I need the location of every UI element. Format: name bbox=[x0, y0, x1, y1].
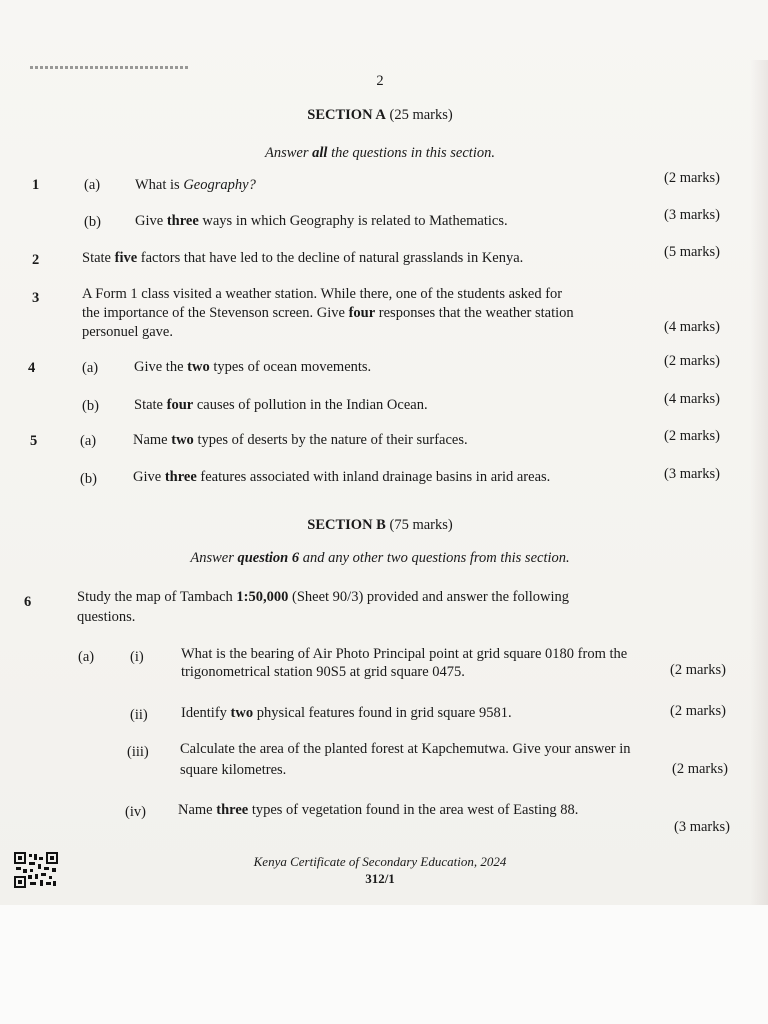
question-emphasis: three bbox=[166, 213, 199, 229]
question-text: physical features found in grid square 9581. bbox=[253, 705, 512, 721]
question-text: types of ocean movements. bbox=[209, 359, 372, 375]
question-emphasis: five bbox=[114, 250, 138, 266]
instruction-text: Answer bbox=[265, 145, 313, 161]
section-b-instruction bbox=[130, 549, 630, 567]
section-b-title: SECTION B bbox=[307, 517, 386, 533]
instruction-emphasis: question 6 bbox=[237, 550, 300, 566]
q6-i-marks: (2 marks) bbox=[670, 662, 726, 678]
question-text: Name bbox=[133, 432, 172, 448]
question-text: State bbox=[82, 250, 115, 266]
q5-part-b-label: (b) bbox=[80, 471, 97, 487]
page-number: 2 bbox=[376, 73, 384, 89]
q6-ii-marks: (2 marks) bbox=[670, 703, 726, 719]
question-text: types of vegetation found in the area west of Easting 88. bbox=[248, 802, 579, 818]
question-text: Give bbox=[135, 213, 167, 229]
question-text: features associated with inland drainage basins in arid areas. bbox=[196, 469, 551, 485]
instruction-text: and any other two questions from this section. bbox=[299, 550, 570, 566]
question-emphasis: two bbox=[171, 432, 194, 448]
q6-iii-marks: (2 marks) bbox=[672, 761, 728, 777]
footer-paper-code: 312/1 bbox=[365, 871, 395, 886]
q5-part-a-label: (a) bbox=[80, 433, 97, 449]
q1-part-a-text bbox=[135, 176, 256, 194]
q2-text bbox=[82, 249, 523, 267]
section-a-marks: (25 marks) bbox=[389, 107, 453, 123]
question-number-5: 5 bbox=[30, 433, 38, 449]
q4-part-b-label: (b) bbox=[82, 398, 99, 414]
question-emphasis: 1:50,000 bbox=[236, 589, 289, 605]
question-number-1: 1 bbox=[32, 177, 40, 193]
q6-i-line-1: What is the bearing of Air Photo Principal point at grid square 0180 from the bbox=[181, 646, 628, 662]
question-text: causes of pollution in the Indian Ocean. bbox=[193, 397, 428, 413]
qr-code-icon bbox=[14, 852, 58, 888]
q6-iv-text bbox=[178, 801, 578, 819]
q4-part-b-text bbox=[134, 396, 428, 414]
section-b-marks: (75 marks) bbox=[389, 517, 453, 533]
q6-intro-line-2: questions. bbox=[77, 609, 136, 625]
question-text: Identify bbox=[181, 705, 231, 721]
section-b-heading bbox=[220, 516, 540, 534]
scan-edge-shadow bbox=[750, 60, 768, 960]
question-text: (Sheet 90/3) provided and answer the following bbox=[288, 589, 570, 605]
q1a-marks: (2 marks) bbox=[664, 170, 720, 186]
question-emphasis: two bbox=[187, 359, 210, 375]
question-text: the importance of the Stevenson screen. Give bbox=[82, 305, 349, 321]
q6-iv-marks: (3 marks) bbox=[674, 819, 730, 835]
section-a-title: SECTION A bbox=[307, 107, 386, 123]
q6-iv-label: (iv) bbox=[125, 804, 146, 820]
q5-part-b-text bbox=[133, 468, 550, 486]
question-text: Study the map of Tambach bbox=[77, 589, 237, 605]
question-emphasis: three bbox=[216, 802, 249, 818]
question-text: What is bbox=[135, 177, 184, 193]
q2-marks: (5 marks) bbox=[664, 244, 720, 260]
question-text: types of deserts by the nature of their surfaces. bbox=[193, 432, 468, 448]
section-a-heading bbox=[220, 106, 540, 124]
q5-part-a-text bbox=[133, 431, 468, 449]
question-text: Give the bbox=[134, 359, 188, 375]
footer-exam-title: Kenya Certificate of Secondary Education, 2024 bbox=[253, 854, 507, 869]
instruction-text: the questions in this section. bbox=[327, 145, 495, 161]
question-text: Name bbox=[178, 802, 217, 818]
q4b-marks: (4 marks) bbox=[664, 391, 720, 407]
q4-part-a-label: (a) bbox=[82, 360, 99, 376]
q6-ii-label: (ii) bbox=[130, 707, 148, 723]
question-emphasis: four bbox=[166, 397, 194, 413]
q5b-marks: (3 marks) bbox=[664, 466, 720, 482]
question-text: State bbox=[134, 397, 167, 413]
instruction-text: Answer bbox=[190, 550, 238, 566]
section-a-instruction bbox=[180, 144, 580, 162]
question-number-6: 6 bbox=[24, 594, 32, 610]
q1-part-b-label: (b) bbox=[84, 214, 101, 230]
q3-line-1: A Form 1 class visited a weather station. While there, one of the students asked for bbox=[82, 286, 563, 302]
question-emphasis: two bbox=[230, 705, 254, 721]
q3-line-3: personuel gave. bbox=[82, 324, 173, 340]
scan-artifact-line bbox=[30, 66, 190, 69]
q1-part-b-text bbox=[135, 212, 508, 230]
question-emphasis: three bbox=[164, 469, 197, 485]
page-bottom-margin bbox=[0, 905, 768, 1024]
q5a-marks: (2 marks) bbox=[664, 428, 720, 444]
question-emphasis: Geography? bbox=[183, 177, 256, 193]
q4-part-a-text bbox=[134, 358, 371, 376]
question-number-4: 4 bbox=[28, 360, 36, 376]
q6-iii-line-2: square kilometres. bbox=[180, 762, 287, 778]
q4a-marks: (2 marks) bbox=[664, 353, 720, 369]
q1b-marks: (3 marks) bbox=[664, 207, 720, 223]
q3-line-2 bbox=[82, 304, 574, 322]
q3-marks: (4 marks) bbox=[664, 319, 720, 335]
instruction-emphasis: all bbox=[312, 145, 328, 161]
question-text: ways in which Geography is related to Mathematics. bbox=[198, 213, 508, 229]
question-emphasis: four bbox=[348, 305, 376, 321]
q1-part-a-label: (a) bbox=[84, 177, 101, 193]
q6-intro-line-1 bbox=[77, 588, 569, 606]
question-text: responses that the weather station bbox=[375, 305, 574, 321]
q6-i-label: (i) bbox=[130, 649, 144, 665]
question-number-3: 3 bbox=[32, 290, 40, 306]
q6-ii-text bbox=[181, 704, 512, 722]
q6-iii-label: (iii) bbox=[127, 744, 149, 760]
q6-i-line-2: trigonometrical station 90S5 at grid square 0475. bbox=[181, 664, 465, 680]
q6-iii-line-1: Calculate the area of the planted forest at Kapchemutwa. Give your answer in bbox=[180, 741, 631, 757]
q6-part-a-label: (a) bbox=[78, 649, 95, 665]
question-text: factors that have led to the decline of natural grasslands in Kenya. bbox=[137, 250, 524, 266]
question-number-2: 2 bbox=[32, 252, 40, 268]
question-text: Give bbox=[133, 469, 165, 485]
